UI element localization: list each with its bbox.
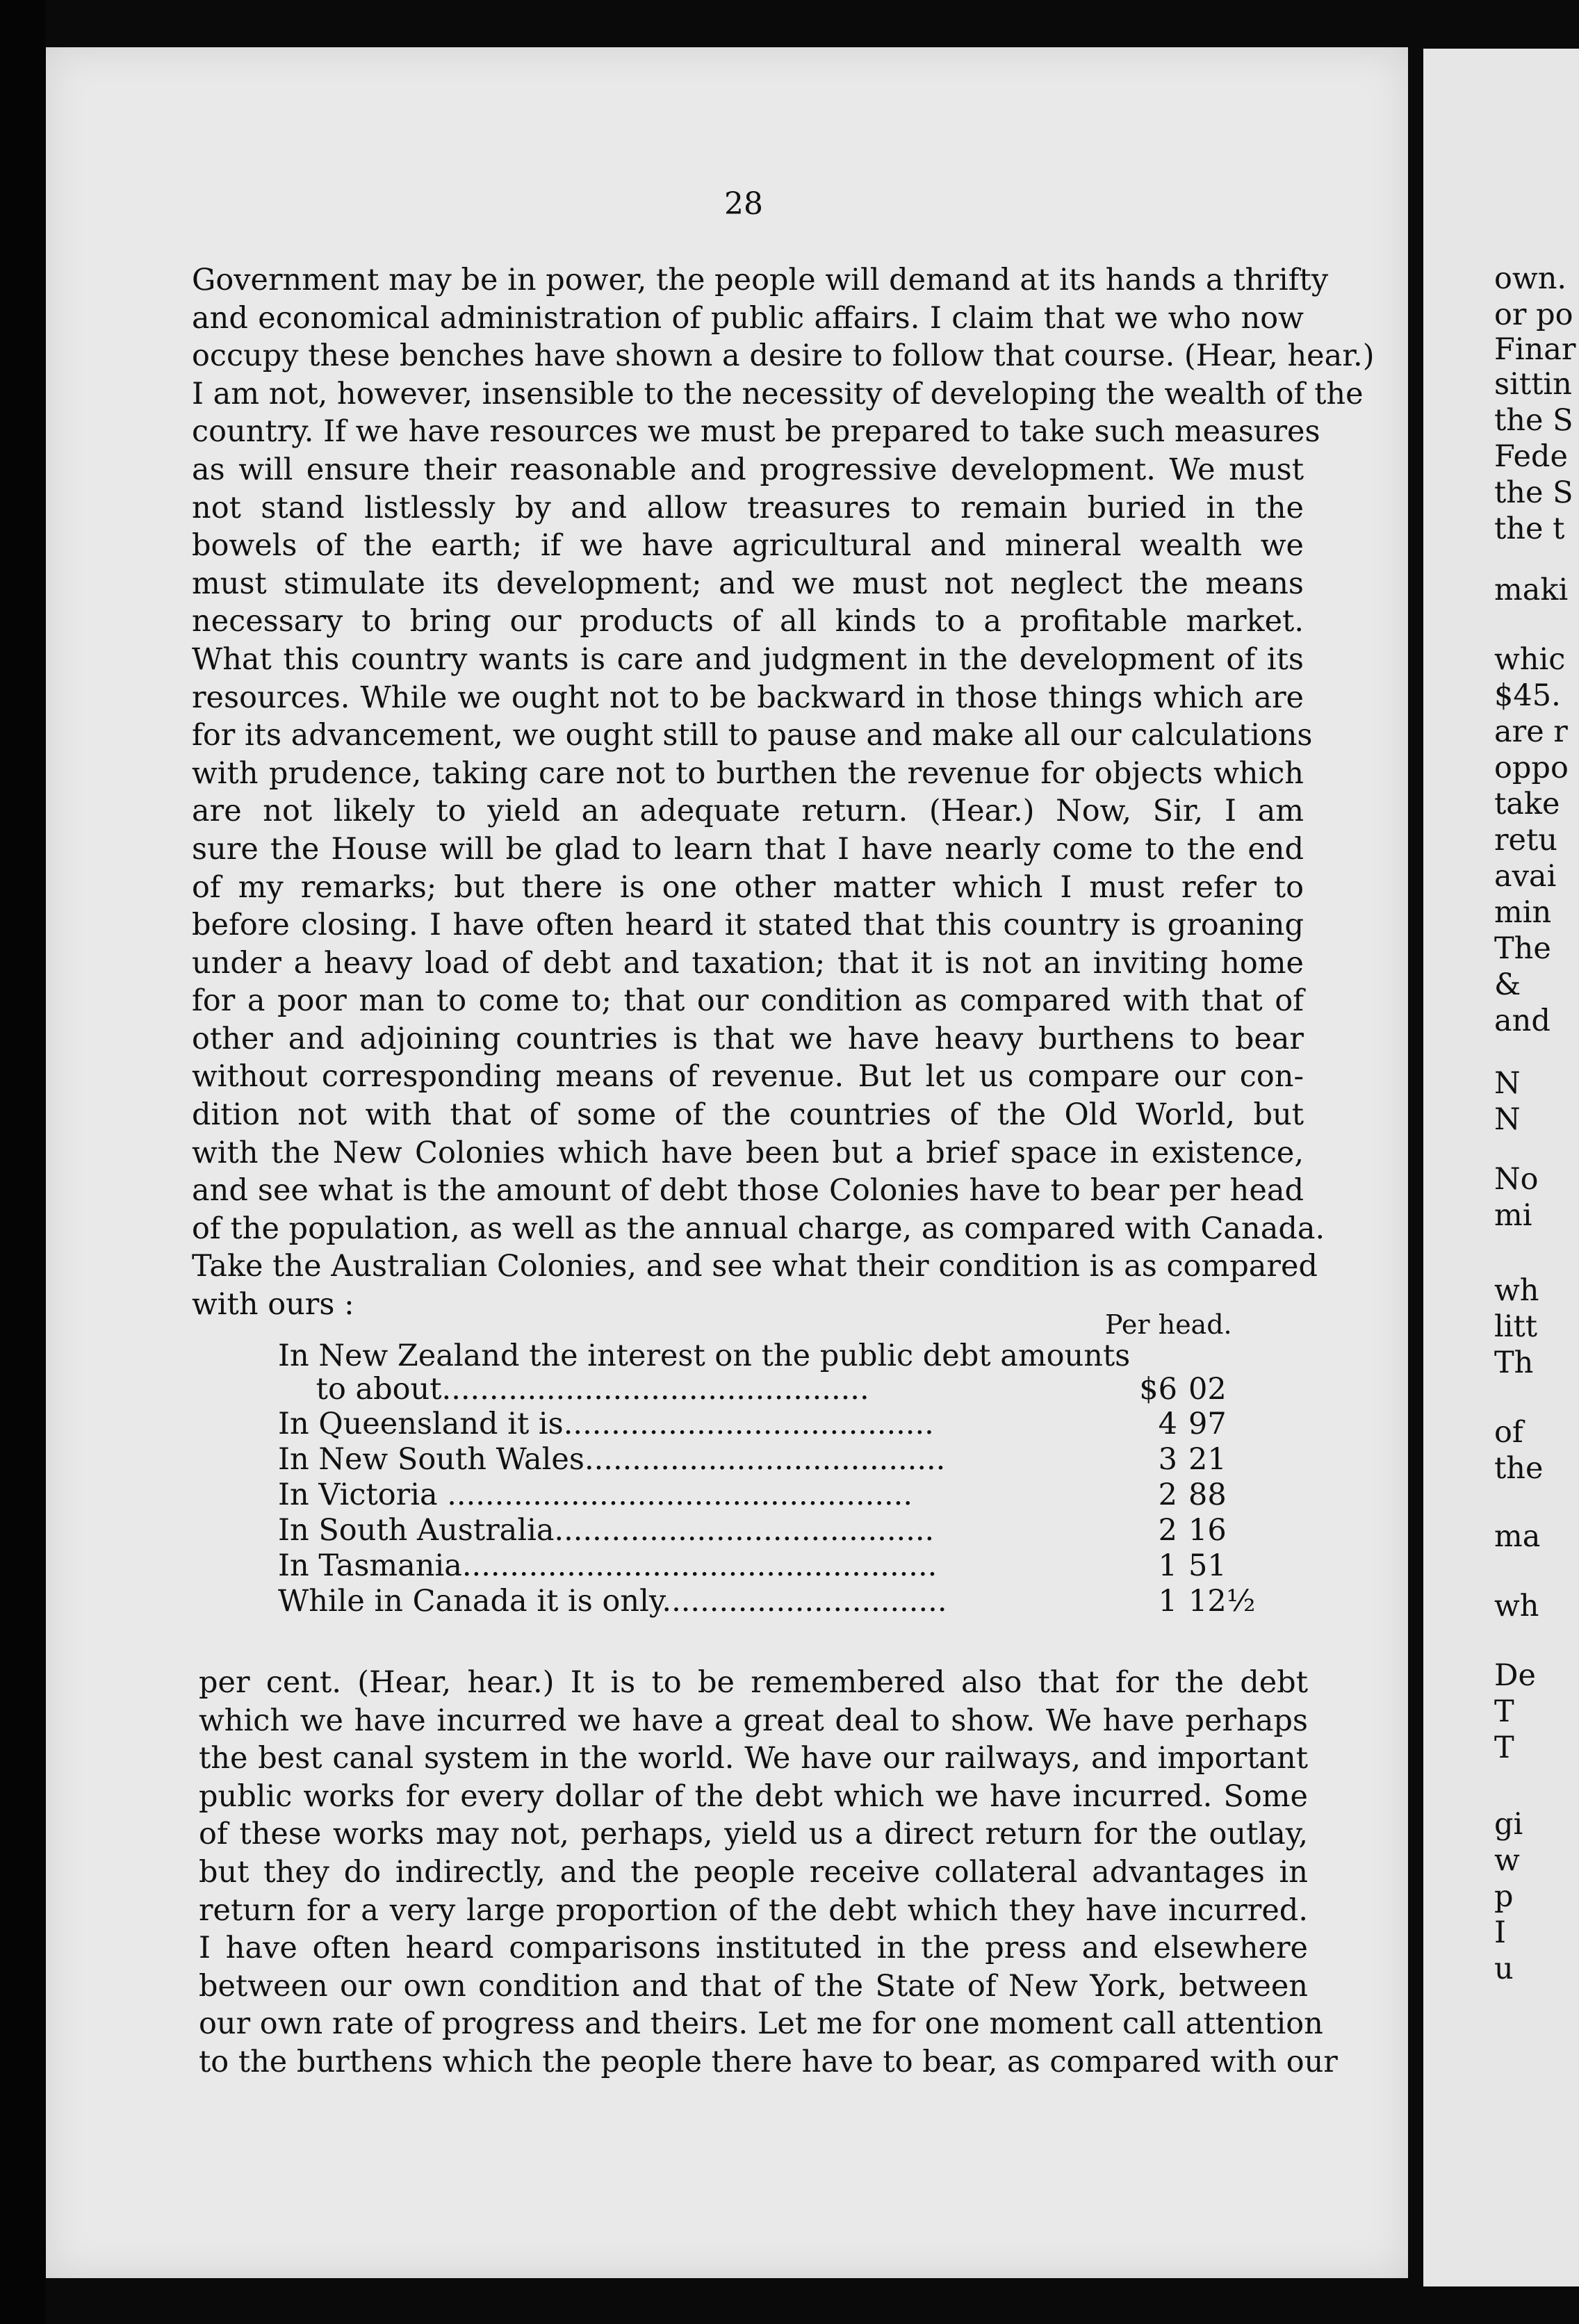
row-cents: 51 xyxy=(1188,1548,1227,1583)
adjacent-page-fragment: wh xyxy=(1494,1589,1539,1623)
adjacent-page-fragment: u xyxy=(1494,1951,1514,1986)
adjacent-page-fragment: min xyxy=(1494,895,1552,930)
row-label: In New South Wales...................................... xyxy=(278,1442,946,1477)
text-line: must stimulate its development; and we must not neglect the means xyxy=(192,566,1304,601)
text-line: our own rate of progress and theirs. Let me for one moment call attention xyxy=(199,2006,1323,2042)
adjacent-page-fragment: gi xyxy=(1494,1807,1523,1842)
text-line: of the population, as well as the annual charge, as compared with Canada. xyxy=(192,1211,1325,1246)
text-line: the best canal system in the world. We have our railways, and important xyxy=(199,1741,1308,1776)
text-line: What this country wants is care and judgment in the development of its xyxy=(192,641,1304,677)
text-line: Take the Australian Colonies, and see what their condition is as compared xyxy=(192,1249,1318,1284)
text-line: and economical administration of public affairs. I claim that we who now xyxy=(192,300,1304,336)
row-label: In Victoria ................................................. xyxy=(278,1478,913,1512)
adjacent-page-fragment: mi xyxy=(1494,1198,1532,1233)
text-line: before closing. I have often heard it stated that this country is groaning xyxy=(192,908,1304,943)
adjacent-page-fragment: whic xyxy=(1494,642,1566,677)
adjacent-page-fragment: De xyxy=(1494,1658,1536,1693)
row-label: In Queensland it is....................................... xyxy=(278,1407,934,1441)
adjacent-page-fragment: the t xyxy=(1494,512,1565,546)
text-line: bowels of the earth; if we have agricultural and mineral wealth we xyxy=(192,528,1304,564)
table-row xyxy=(278,1513,1307,1550)
table-row xyxy=(278,1478,1307,1515)
adjacent-page-fragment: N xyxy=(1494,1066,1521,1101)
row-cents: 97 xyxy=(1188,1407,1227,1441)
text-line: with prudence, taking care not to burthen the revenue for objects which xyxy=(192,755,1304,791)
table-row xyxy=(278,1584,1307,1621)
text-line: under a heavy load of debt and taxation; that it is not an inviting home xyxy=(192,945,1304,981)
adjacent-page-fragment: $45. xyxy=(1494,678,1561,713)
text-line: dition not with that of some of the countries of the Old World, but xyxy=(192,1097,1304,1133)
text-line: return for a very large proportion of the debt which they have incurred. xyxy=(199,1892,1308,1928)
adjacent-page-fragment: p xyxy=(1494,1879,1514,1914)
text-line: Government may be in power, the people will demand at its hands a thrifty xyxy=(192,263,1329,297)
row-dollars: 2 xyxy=(1158,1478,1177,1512)
text-line: public works for every dollar of the debt which we have incurred. Some xyxy=(199,1778,1308,1814)
table-row xyxy=(278,1339,1307,1376)
adjacent-page-fragment: Fede xyxy=(1494,439,1568,474)
adjacent-page-fragment: take xyxy=(1494,787,1560,821)
adjacent-page-fragment: w xyxy=(1494,1843,1520,1878)
row-dollars: 1 xyxy=(1158,1584,1177,1619)
adjacent-page-fragment: wh xyxy=(1494,1273,1539,1308)
adjacent-page-fragment: oppo xyxy=(1494,751,1569,785)
row-label: In South Australia........................................ xyxy=(278,1513,935,1548)
adjacent-page-fragment: retu xyxy=(1494,823,1557,858)
row-cents: 16 xyxy=(1188,1513,1227,1548)
text-line: sure the House will be glad to learn that I have nearly come to the end xyxy=(192,831,1304,867)
text-line: country. If we have resources we must be prepared to take such measures xyxy=(192,414,1320,450)
adjacent-page-fragment: The xyxy=(1494,931,1551,966)
text-line: to the burthens which the people there have to bear, as compared with our xyxy=(199,2044,1338,2079)
table-row xyxy=(278,1548,1307,1586)
adjacent-page-fragment: No xyxy=(1494,1162,1539,1197)
adjacent-page-fragment: maki xyxy=(1494,573,1569,607)
adjacent-page-fragment: avai xyxy=(1494,859,1557,894)
adjacent-page-fragment: litt xyxy=(1494,1309,1538,1344)
text-line: per cent. (Hear, hear.) It is to be remembered also that for the debt xyxy=(199,1665,1308,1700)
row-dollars: 1 xyxy=(1158,1548,1177,1583)
table-row xyxy=(278,1442,1307,1480)
row-dollars: 3 xyxy=(1158,1442,1177,1477)
row-label: In New Zealand the interest on the public debt amounts xyxy=(278,1339,1131,1373)
text-line: which we have incurred we have a great deal to show. We have perhaps xyxy=(199,1703,1308,1738)
text-line: for its advancement, we ought still to pause and make all our calculations xyxy=(192,718,1313,753)
adjacent-page-fragment: T xyxy=(1494,1694,1514,1729)
row-cents: 21 xyxy=(1188,1442,1227,1477)
text-line: I am not, however, insensible to the necessity of developing the wealth of the xyxy=(192,376,1364,411)
book-binding xyxy=(0,0,46,2324)
row-cents: 88 xyxy=(1188,1478,1227,1512)
adjacent-page-fragment: sittin xyxy=(1494,367,1572,402)
text-line: with the New Colonies which have been but a brief space in existence, xyxy=(192,1135,1304,1170)
text-line: of my remarks; but there is one other matter which I must refer to xyxy=(192,869,1304,905)
text-line: as will ensure their reasonable and progressive development. We must xyxy=(192,452,1304,487)
adjacent-page-fragment: own. xyxy=(1494,261,1567,296)
text-line: occupy these benches have shown a desire to follow that course. (Hear, hear.) xyxy=(192,338,1375,374)
adjacent-page-fragment: of xyxy=(1494,1415,1523,1450)
table-row xyxy=(278,1372,1307,1409)
text-line: resources. While we ought not to be backward in those things which are xyxy=(192,680,1304,715)
adjacent-page-fragment: T xyxy=(1494,1730,1514,1765)
adjacent-page-fragment: or po xyxy=(1494,297,1573,332)
text-line: between our own condition and that of the State of New York, between xyxy=(199,1968,1308,2004)
text-line: I have often heard comparisons instituted in the press and elsewhere xyxy=(199,1931,1308,1966)
table-row xyxy=(278,1407,1307,1444)
row-dollars: 2 xyxy=(1158,1513,1177,1548)
adjacent-page-fragment: are r xyxy=(1494,714,1568,749)
text-line: but they do indirectly, and the people receive collateral advantages in xyxy=(199,1854,1308,1890)
text-line: other and adjoining countries is that we have heavy burthens to bear xyxy=(192,1021,1304,1056)
row-cents: 12½ xyxy=(1188,1584,1256,1619)
adjacent-page-fragment: the S xyxy=(1494,475,1573,510)
text-line: for a poor man to come to; that our condition as compared with that of xyxy=(192,983,1304,1019)
paragraph-2 xyxy=(199,1664,1338,2081)
text-line: without corresponding means of revenue. But let us compare our con- xyxy=(192,1059,1304,1095)
row-cents: 02 xyxy=(1188,1372,1227,1407)
paragraph-1 xyxy=(192,261,1375,1324)
row-dollars: 4 xyxy=(1158,1407,1177,1441)
row-label: to about............................................. xyxy=(278,1372,869,1407)
text-line: necessary to bring our products of all kinds to a profitable market. xyxy=(192,604,1304,639)
row-dollars: $6 xyxy=(1139,1372,1177,1407)
adjacent-page-fragment: I xyxy=(1494,1915,1506,1950)
adjacent-page-fragment: and xyxy=(1494,1004,1551,1038)
text-line: not stand listlessly by and allow treasures to remain buried in the xyxy=(192,490,1304,525)
text-line: with ours : xyxy=(192,1287,354,1323)
adjacent-page-fragment: Th xyxy=(1494,1345,1534,1380)
text-line: are not likely to yield an adequate return. (Hear.) Now, Sir, I am xyxy=(192,794,1304,829)
row-label: In Tasmania.................................................. xyxy=(278,1548,938,1583)
text-line: and see what is the amount of debt those Colonies have to bear per head xyxy=(192,1173,1304,1209)
table-header: Per head. xyxy=(1105,1309,1232,1340)
adjacent-page-fragment: ma xyxy=(1494,1519,1541,1554)
row-label: While in Canada it is only.............................. xyxy=(278,1584,947,1619)
text-line: of these works may not, perhaps, yield us a direct return for the outlay, xyxy=(199,1817,1308,1852)
adjacent-page-fragment: N xyxy=(1494,1102,1521,1137)
adjacent-page-fragment: Finar xyxy=(1494,332,1576,367)
adjacent-page-fragment: the S xyxy=(1494,403,1573,438)
page-number: 28 xyxy=(724,186,763,222)
adjacent-page-fragment: & xyxy=(1494,967,1521,1002)
adjacent-page-fragment: the xyxy=(1494,1451,1544,1486)
